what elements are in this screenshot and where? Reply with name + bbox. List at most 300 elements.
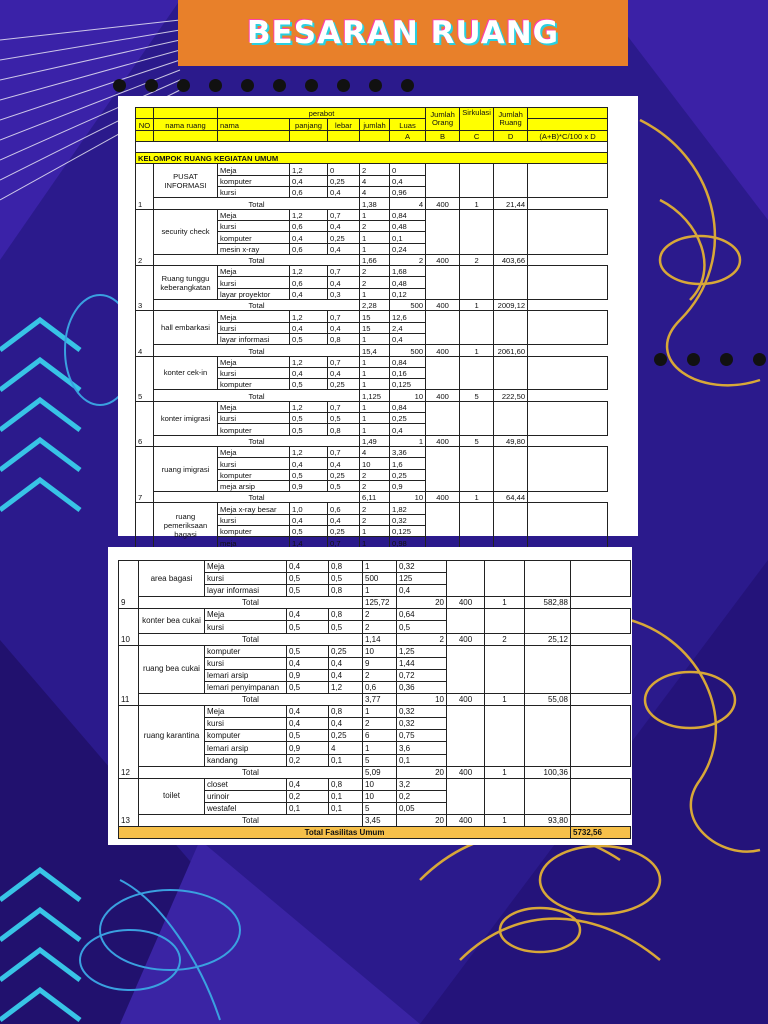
table-row <box>119 706 631 718</box>
total-label: Total <box>154 345 360 356</box>
total-luas: 3,77 <box>363 694 397 706</box>
item-lebar: 0,7 <box>328 401 360 412</box>
total-sirkulasi: 400 <box>447 694 485 706</box>
room-name: ruang pemeriksaan bagasi <box>154 503 218 548</box>
item-lebar: 0,8 <box>328 333 360 344</box>
total-row <box>119 694 631 706</box>
item-lebar: 1,2 <box>329 681 363 693</box>
item-panjang: 0,5 <box>290 424 328 435</box>
item-luas: 0,2 <box>397 790 447 802</box>
item-panjang: 1,2 <box>290 209 328 220</box>
item-lebar: 0,4 <box>329 657 363 669</box>
room-number: 13 <box>119 778 139 826</box>
room-name: security check <box>154 209 218 254</box>
header-jumlah: jumlah <box>360 119 390 130</box>
total-row <box>136 300 608 311</box>
empty-cell <box>426 446 460 491</box>
space-table-part-2 <box>118 560 631 839</box>
item-jumlah: 2 <box>360 503 390 514</box>
total-row <box>136 198 608 209</box>
item-name: komputer <box>218 175 290 186</box>
item-panjang: 0,4 <box>290 175 328 186</box>
item-name: kursi <box>218 367 290 378</box>
total-jumlah-orang: 500 <box>390 300 426 311</box>
item-panjang: 0,5 <box>287 645 329 657</box>
item-jumlah: 1 <box>360 356 390 367</box>
item-lebar: 0,3 <box>328 288 360 299</box>
total-luas: 15,4 <box>360 345 390 356</box>
empty-cell <box>426 164 460 198</box>
dot <box>687 353 700 366</box>
item-name: komputer <box>218 424 290 435</box>
item-lebar: 0,8 <box>329 778 363 790</box>
total-row <box>136 254 608 265</box>
table-row <box>119 561 631 573</box>
table-header-row <box>136 130 608 141</box>
total-jumlah-ruang: 1 <box>460 300 494 311</box>
header-col-b: B <box>426 130 460 141</box>
item-jumlah: 1 <box>360 401 390 412</box>
item-panjang: 0,5 <box>287 681 329 693</box>
total-jumlah-orang: 20 <box>397 597 447 609</box>
item-luas: 0,125 <box>390 379 426 390</box>
empty-cell <box>494 209 528 254</box>
item-name: kursi <box>218 514 290 525</box>
room-number: 7 <box>136 446 154 502</box>
room-number: 6 <box>136 401 154 446</box>
item-luas: 0,32 <box>397 718 447 730</box>
item-jumlah: 2 <box>363 621 397 633</box>
total-row <box>119 597 631 609</box>
item-jumlah: 2 <box>360 469 390 480</box>
item-jumlah: 2 <box>360 164 390 175</box>
total-luas: 5,09 <box>363 766 397 778</box>
item-lebar: 0,4 <box>328 322 360 333</box>
item-panjang: 1,2 <box>290 266 328 277</box>
empty-cell <box>447 561 485 597</box>
total-row <box>136 390 608 401</box>
total-jumlah-orang: 2 <box>390 254 426 265</box>
item-jumlah: 15 <box>360 322 390 333</box>
total-hasil: 2009,12 <box>494 300 528 311</box>
item-luas: 1,6 <box>390 458 426 469</box>
item-lebar: 0,7 <box>328 356 360 367</box>
dot <box>720 353 733 366</box>
item-panjang: 0,5 <box>290 333 328 344</box>
header-col-c: C <box>460 130 494 141</box>
item-jumlah: 4 <box>360 187 390 198</box>
item-panjang: 0,9 <box>287 669 329 681</box>
item-panjang: 0,4 <box>290 458 328 469</box>
item-name: Meja <box>205 561 287 573</box>
item-jumlah: 1 <box>360 413 390 424</box>
dot <box>369 79 382 92</box>
empty-cell <box>485 609 525 633</box>
item-luas: 0,84 <box>390 401 426 412</box>
table-row <box>136 209 608 220</box>
item-luas: 0,4 <box>390 424 426 435</box>
total-sirkulasi: 400 <box>447 597 485 609</box>
item-lebar: 0,25 <box>328 525 360 536</box>
total-luas: 1,38 <box>360 198 390 209</box>
header-nama: nama <box>218 119 290 130</box>
item-luas: 3,2 <box>397 778 447 790</box>
total-sirkulasi: 400 <box>426 254 460 265</box>
total-jumlah-ruang: 1 <box>460 492 494 503</box>
total-label: Total <box>139 633 363 645</box>
room-name: konter imigrasi <box>154 401 218 435</box>
empty-cell <box>528 503 608 548</box>
total-jumlah-orang: 20 <box>397 814 447 826</box>
header-jumlah-orang: Jumlah Orang <box>426 108 460 131</box>
table-row <box>136 401 608 412</box>
section-title: KELOMPOK RUANG KEGIATAN UMUM <box>136 153 608 164</box>
item-lebar: 0,4 <box>328 458 360 469</box>
item-luas: 0,48 <box>390 220 426 231</box>
item-name: komputer <box>218 379 290 390</box>
total-label: Total <box>154 390 360 401</box>
item-lebar: 0,8 <box>329 609 363 621</box>
dot <box>209 79 222 92</box>
table-row <box>136 356 608 367</box>
empty-cell <box>494 503 528 548</box>
item-panjang: 0,4 <box>287 657 329 669</box>
item-lebar: 4 <box>329 742 363 754</box>
item-name: layar proyektor <box>218 288 290 299</box>
item-name: kursi <box>205 718 287 730</box>
item-name: mesin x-ray <box>218 243 290 254</box>
item-name: Meja <box>218 209 290 220</box>
item-lebar: 0,4 <box>328 187 360 198</box>
item-lebar: 0,4 <box>328 367 360 378</box>
room-number: 3 <box>136 266 154 311</box>
empty-cell <box>528 311 608 345</box>
dot-row-decoration-right <box>654 353 766 366</box>
room-number: 2 <box>136 209 154 265</box>
table-row <box>136 503 608 514</box>
item-name: komputer <box>205 645 287 657</box>
dot <box>337 79 350 92</box>
item-name: kursi <box>218 322 290 333</box>
item-luas: 0,25 <box>390 469 426 480</box>
total-jumlah-ruang: 2 <box>485 633 525 645</box>
item-panjang: 0,5 <box>287 585 329 597</box>
total-sirkulasi: 400 <box>426 345 460 356</box>
item-luas: 0,24 <box>390 243 426 254</box>
total-jumlah-orang: 10 <box>390 390 426 401</box>
item-luas: 0,125 <box>390 525 426 536</box>
item-luas: 0,4 <box>390 333 426 344</box>
total-jumlah-ruang: 5 <box>460 390 494 401</box>
total-sirkulasi: 400 <box>426 198 460 209</box>
total-label: Total <box>154 198 360 209</box>
item-jumlah: 1 <box>360 232 390 243</box>
header-col-a: A <box>390 130 426 141</box>
total-luas: 1,14 <box>363 633 397 645</box>
total-row <box>136 345 608 356</box>
total-jumlah-ruang: 5 <box>460 435 494 446</box>
table-row <box>136 164 608 175</box>
total-luas: 1,66 <box>360 254 390 265</box>
room-number: 10 <box>119 609 139 645</box>
item-panjang: 0,5 <box>290 469 328 480</box>
item-name: Meja <box>218 311 290 322</box>
item-name: Meja <box>205 609 287 621</box>
item-lebar: 0,25 <box>328 469 360 480</box>
header-sirkulasi: Sirkulasi <box>460 108 494 131</box>
page-title: BESARAN RUANG <box>246 15 560 51</box>
item-panjang: 0,6 <box>290 220 328 231</box>
item-name: closet <box>205 778 287 790</box>
item-panjang: 1,2 <box>290 401 328 412</box>
header-perabot: perabot <box>218 108 426 119</box>
item-name: meja <box>218 537 290 548</box>
dot <box>401 79 414 92</box>
item-lebar: 0,8 <box>329 561 363 573</box>
item-jumlah: 1 <box>360 379 390 390</box>
item-lebar: 0,8 <box>328 424 360 435</box>
item-panjang: 0,5 <box>287 730 329 742</box>
item-jumlah: 5 <box>363 802 397 814</box>
item-jumlah: 1 <box>363 561 397 573</box>
item-panjang: 0,4 <box>290 232 328 243</box>
empty-cell <box>485 561 525 597</box>
item-panjang: 0,5 <box>290 379 328 390</box>
empty-cell <box>525 706 571 766</box>
empty-cell <box>426 209 460 254</box>
total-hasil: 49,80 <box>494 435 528 446</box>
item-name: kursi <box>218 413 290 424</box>
total-hasil: 21,44 <box>494 198 528 209</box>
item-name: kursi <box>218 187 290 198</box>
item-luas: 1,82 <box>390 503 426 514</box>
item-lebar: 0,5 <box>329 621 363 633</box>
empty-cell <box>460 209 494 254</box>
total-label: Total <box>154 492 360 503</box>
total-row <box>136 435 608 446</box>
total-hasil: 93,80 <box>525 814 571 826</box>
total-hasil: 222,50 <box>494 390 528 401</box>
item-jumlah: 2 <box>363 669 397 681</box>
item-lebar: 0,5 <box>329 573 363 585</box>
empty-cell <box>571 778 631 814</box>
total-luas: 2,28 <box>360 300 390 311</box>
table-row <box>136 311 608 322</box>
item-jumlah: 4 <box>360 175 390 186</box>
total-jumlah-orang: 2 <box>397 633 447 645</box>
item-lebar: 0,7 <box>328 311 360 322</box>
item-luas: 2,4 <box>390 322 426 333</box>
total-label: Total <box>154 300 360 311</box>
item-lebar: 0,4 <box>329 669 363 681</box>
item-name: kursi <box>205 657 287 669</box>
total-sirkulasi: 400 <box>426 435 460 446</box>
room-number: 9 <box>119 561 139 609</box>
spacer-row <box>136 141 608 152</box>
total-jumlah-ruang: 1 <box>460 198 494 209</box>
item-jumlah: 1 <box>360 525 390 536</box>
grand-total-value: 5732,56 <box>571 827 631 839</box>
item-panjang: 1,0 <box>290 503 328 514</box>
item-panjang: 0,4 <box>290 367 328 378</box>
total-jumlah-ruang: 1 <box>485 597 525 609</box>
total-hasil: 25,12 <box>525 633 571 645</box>
table-row <box>119 645 631 657</box>
item-luas: 125 <box>397 573 447 585</box>
room-name: hall embarkasi <box>154 311 218 345</box>
room-number: 12 <box>119 706 139 779</box>
item-name: Meja <box>218 446 290 457</box>
item-luas: 1,25 <box>397 645 447 657</box>
item-jumlah: 1 <box>360 243 390 254</box>
item-name: komputer <box>218 469 290 480</box>
item-name: westafel <box>205 802 287 814</box>
empty-cell <box>528 356 608 390</box>
item-jumlah: 10 <box>360 458 390 469</box>
table-header-row <box>136 108 608 119</box>
item-jumlah: 5 <box>363 754 397 766</box>
item-jumlah: 2 <box>360 220 390 231</box>
item-luas: 0,98 <box>390 537 426 548</box>
item-jumlah: 2 <box>360 480 390 491</box>
empty-cell <box>447 778 485 814</box>
total-sirkulasi: 400 <box>426 492 460 503</box>
item-luas: 0,4 <box>397 585 447 597</box>
item-luas: 0,84 <box>390 209 426 220</box>
spreadsheet-page-2 <box>108 547 632 845</box>
empty-cell <box>494 266 528 300</box>
empty-cell <box>460 164 494 198</box>
item-lebar: 0,4 <box>328 220 360 231</box>
empty-cell <box>528 401 608 435</box>
table-body-part-1 <box>136 164 608 559</box>
table-row <box>136 266 608 277</box>
empty-cell <box>460 401 494 435</box>
item-lebar: 0,7 <box>328 446 360 457</box>
item-panjang: 0,4 <box>287 706 329 718</box>
table-row <box>136 446 608 457</box>
empty-cell <box>460 266 494 300</box>
header-no: NO <box>136 119 154 130</box>
item-panjang: 0,6 <box>290 187 328 198</box>
item-name: Meja <box>218 164 290 175</box>
item-name: layar informasi <box>205 585 287 597</box>
item-panjang: 0,4 <box>287 718 329 730</box>
empty-cell <box>571 561 631 597</box>
item-luas: 0,5 <box>397 621 447 633</box>
total-hasil: 64,44 <box>494 492 528 503</box>
item-luas: 0,32 <box>390 514 426 525</box>
total-luas: 1,125 <box>360 390 390 401</box>
empty-cell <box>528 164 608 198</box>
item-jumlah: 0,6 <box>363 681 397 693</box>
item-name: urinoir <box>205 790 287 802</box>
item-name: Meja <box>205 706 287 718</box>
empty-cell <box>485 645 525 693</box>
item-luas: 0,12 <box>390 288 426 299</box>
total-jumlah-ruang: 1 <box>460 345 494 356</box>
header-formula: (A+B)*C/100 x D <box>528 130 608 141</box>
item-luas: 3,6 <box>397 742 447 754</box>
total-luas: 1,49 <box>360 435 390 446</box>
item-panjang: 1,2 <box>290 446 328 457</box>
item-lebar: 0,7 <box>328 537 360 548</box>
room-name: PUSAT INFORMASI <box>154 164 218 198</box>
total-sirkulasi: 400 <box>426 390 460 401</box>
item-lebar: 0,8 <box>329 585 363 597</box>
empty-cell <box>460 446 494 491</box>
spreadsheet-page-1 <box>118 96 638 548</box>
dot <box>305 79 318 92</box>
total-sirkulasi: 400 <box>447 814 485 826</box>
item-luas: 0,75 <box>397 730 447 742</box>
empty-cell <box>426 356 460 390</box>
item-luas: 0 <box>390 164 426 175</box>
item-lebar: 0,25 <box>329 645 363 657</box>
item-jumlah: 1 <box>360 367 390 378</box>
empty-cell <box>485 778 525 814</box>
item-lebar: 0,1 <box>329 802 363 814</box>
empty-cell <box>571 706 631 766</box>
empty-cell <box>460 311 494 345</box>
total-label: Total <box>154 254 360 265</box>
room-name: ruang bea cukai <box>139 645 205 693</box>
item-panjang: 0,4 <box>290 322 328 333</box>
item-name: lemari arsip <box>205 742 287 754</box>
total-jumlah-orang: 500 <box>390 345 426 356</box>
total-hasil: 55,08 <box>525 694 571 706</box>
item-panjang: 0,4 <box>287 778 329 790</box>
empty-cell <box>528 446 608 491</box>
empty-cell <box>426 266 460 300</box>
item-luas: 0,84 <box>390 356 426 367</box>
room-number: 4 <box>136 311 154 356</box>
room-name: konter cek-in <box>154 356 218 390</box>
item-panjang: 0,5 <box>287 621 329 633</box>
item-lebar: 0,25 <box>328 379 360 390</box>
empty-cell <box>525 609 571 633</box>
item-panjang: 1,2 <box>290 164 328 175</box>
item-jumlah: 1 <box>363 742 397 754</box>
item-panjang: 0,5 <box>290 413 328 424</box>
item-luas: 0,1 <box>390 232 426 243</box>
total-hasil: 582,88 <box>525 597 571 609</box>
grand-total-label: Total Fasilitas Umum <box>119 827 571 839</box>
room-name: toilet <box>139 778 205 814</box>
grand-total-row <box>119 827 631 839</box>
empty-cell <box>485 706 525 766</box>
total-luas: 3,45 <box>363 814 397 826</box>
item-jumlah: 1 <box>360 333 390 344</box>
empty-cell <box>494 164 528 198</box>
item-lebar: 0,7 <box>328 266 360 277</box>
empty-cell <box>528 209 608 254</box>
item-name: kursi <box>218 220 290 231</box>
header-panjang: panjang <box>290 119 328 130</box>
empty-cell <box>447 609 485 633</box>
empty-cell <box>525 561 571 597</box>
item-panjang: 0,4 <box>290 514 328 525</box>
item-lebar: 0,5 <box>328 413 360 424</box>
total-jumlah-orang: 10 <box>390 492 426 503</box>
total-row <box>119 814 631 826</box>
item-lebar: 0,4 <box>328 243 360 254</box>
total-row <box>119 766 631 778</box>
item-name: Meja <box>218 356 290 367</box>
item-name: layar informasi <box>218 333 290 344</box>
room-number: 11 <box>119 645 139 705</box>
item-jumlah: 6 <box>363 730 397 742</box>
